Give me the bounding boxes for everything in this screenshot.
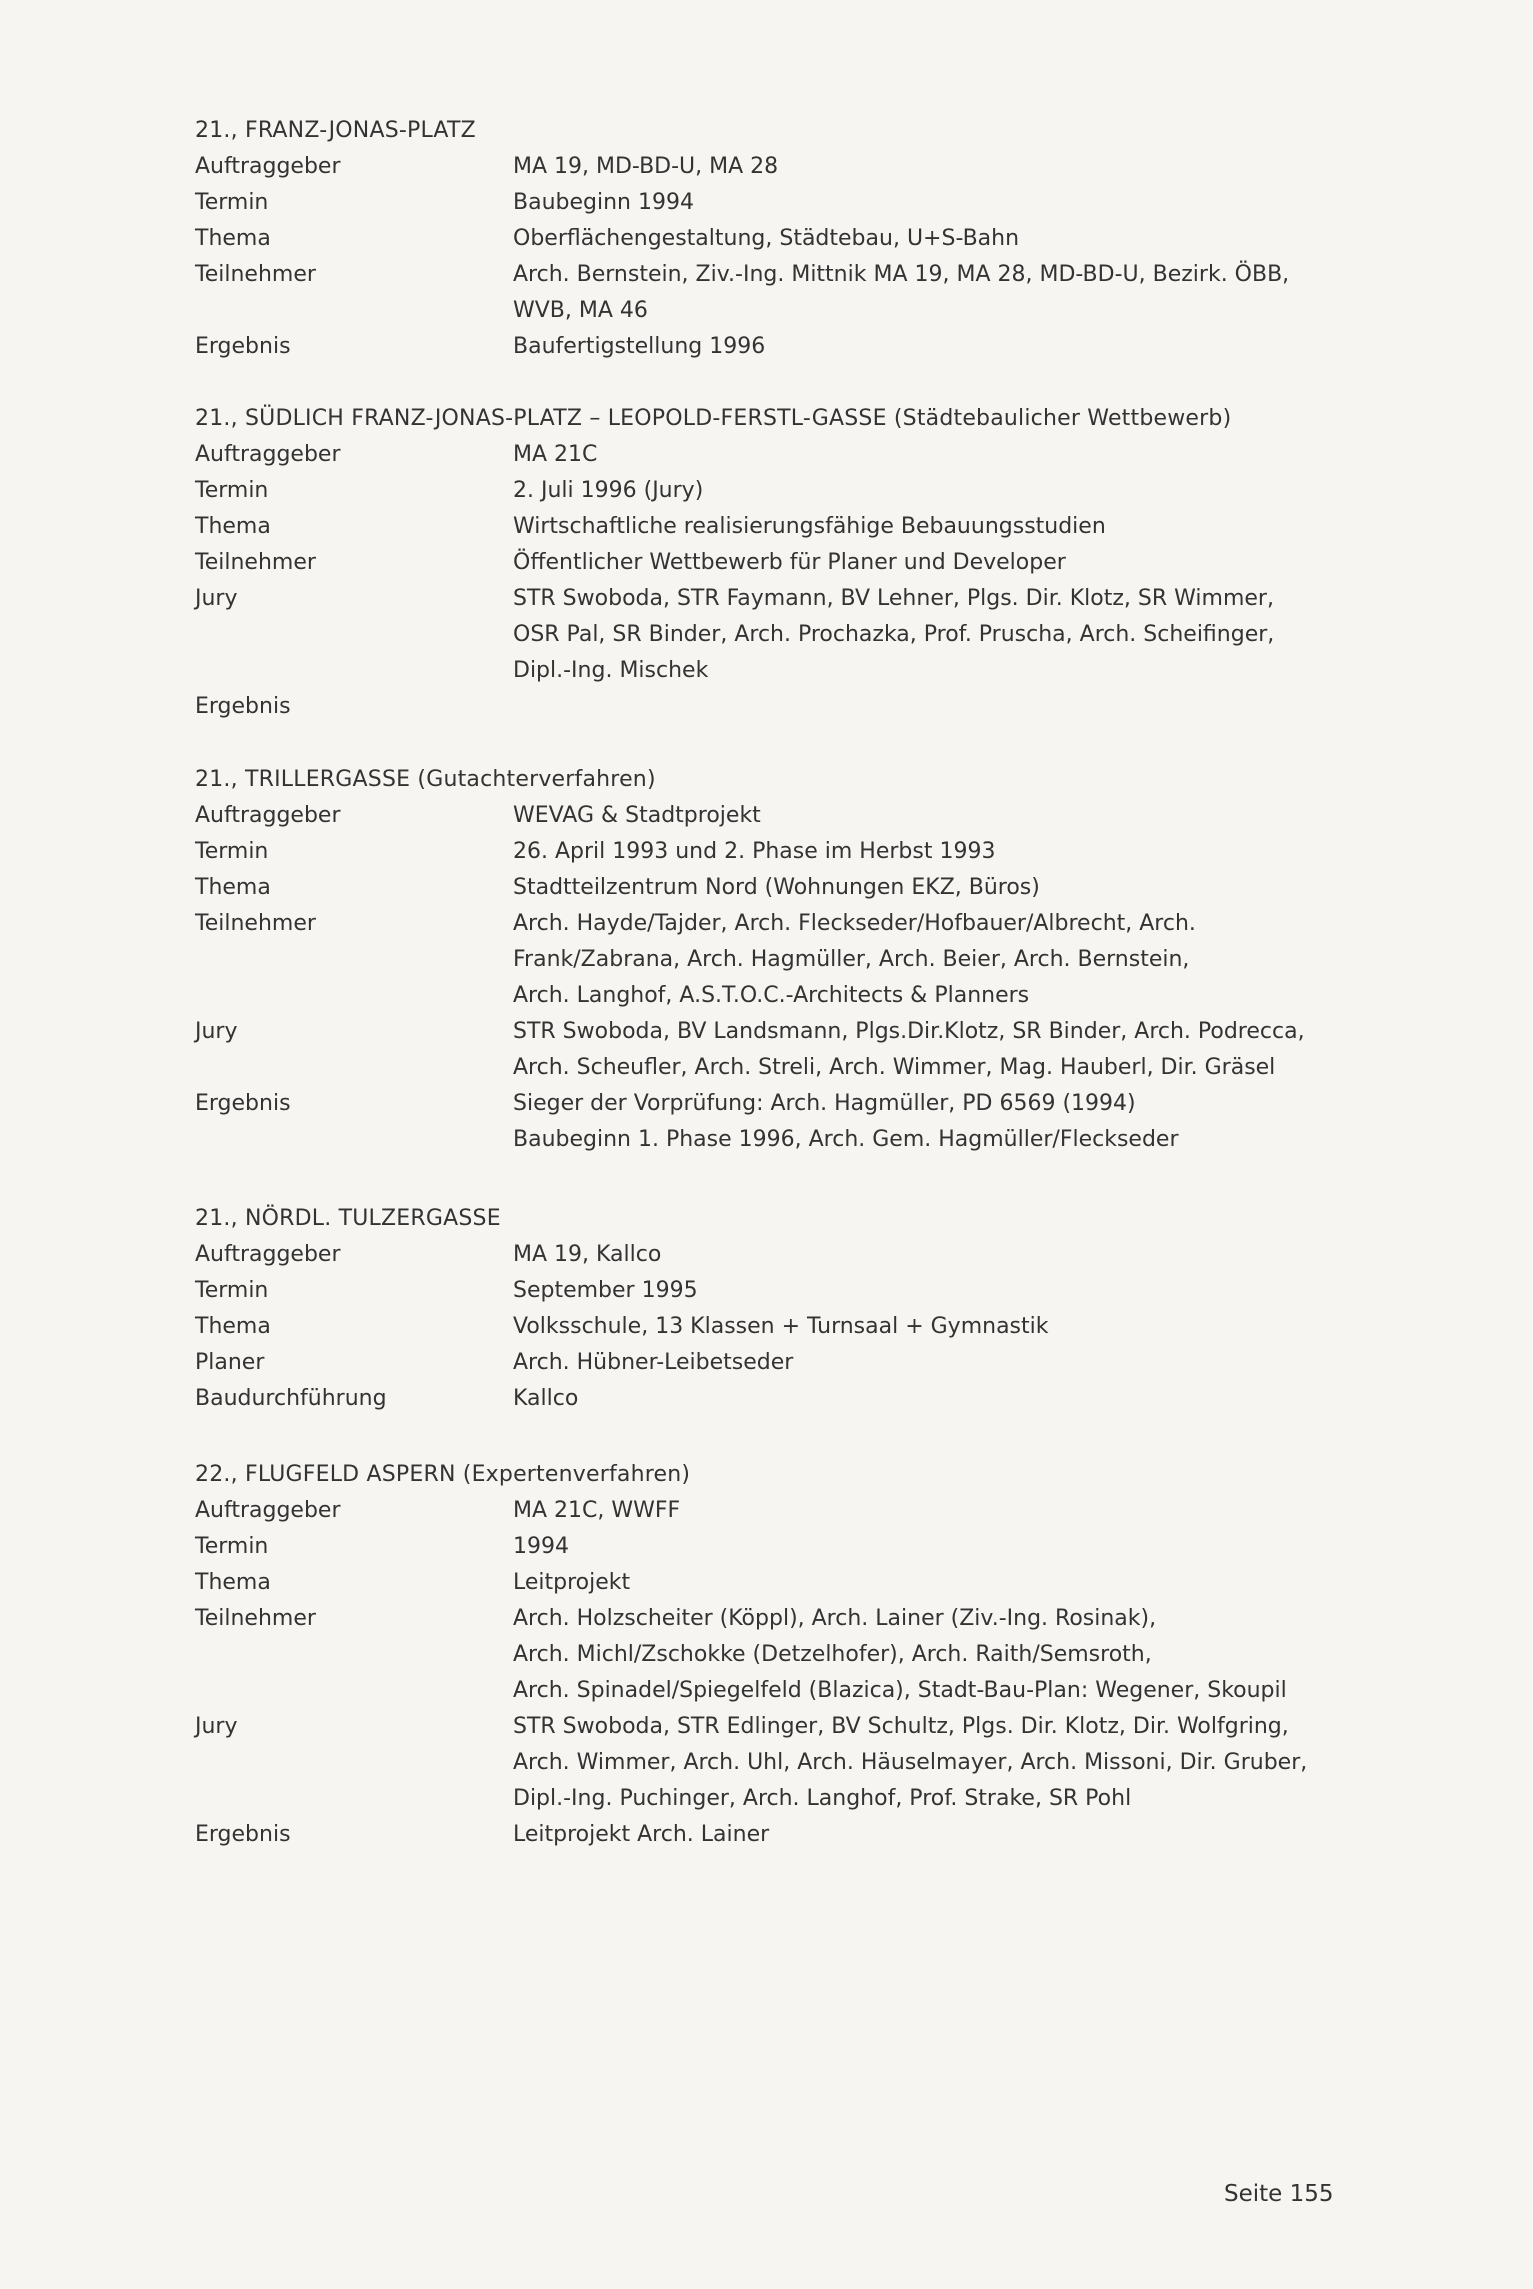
- section-title: 21., SÜDLICH FRANZ-JONAS-PLATZ – LEOPOLD-FERSTL-GASSE (Städtebaulicher Wettbewerb): [195, 406, 1232, 431]
- entry-value: [513, 509, 1335, 545]
- section-flugfeld-aspern: [195, 1457, 1335, 1853]
- entry-row: [195, 1086, 1335, 1158]
- entry-row: [195, 545, 1335, 581]
- section-noerdl-tulzergasse: [195, 1201, 1335, 1417]
- entry-row: [195, 581, 1335, 689]
- entry-value: [513, 906, 1335, 1014]
- entry-value: [513, 1345, 1335, 1381]
- entry-value: [513, 1493, 1335, 1529]
- entry-row: [195, 1345, 1335, 1381]
- entry-value-line: 1994: [513, 1534, 569, 1559]
- entry-row: [195, 798, 1335, 834]
- entry-value-line: STR Swoboda, STR Edlinger, BV Schultz, Plgs. Dir. Klotz, Dir. Wolfgring,: [513, 1714, 1289, 1739]
- entry-label: Thema: [195, 226, 271, 251]
- entry-label: Jury: [195, 586, 238, 611]
- entry-value: [513, 437, 1335, 473]
- entry-row: [195, 1529, 1335, 1565]
- entry-value: [513, 1086, 1335, 1158]
- entry-label: Termin: [195, 190, 269, 215]
- entry-value-line: WVB, MA 46: [513, 298, 648, 323]
- section-title: 21., NÖRDL. TULZERGASSE: [195, 1206, 501, 1231]
- entry-value: [513, 1309, 1335, 1345]
- entry-value-line: MA 21C: [513, 442, 598, 467]
- entry-value-line: 2. Juli 1996 (Jury): [513, 478, 704, 503]
- entry-value: [513, 185, 1335, 221]
- entry-value: [513, 1601, 1335, 1709]
- entry-label: Jury: [195, 1714, 238, 1739]
- entry-row: [195, 834, 1335, 870]
- entry-label: Teilnehmer: [195, 1606, 316, 1631]
- entry-value: [513, 1565, 1335, 1601]
- entry-value-line: MA 19, MD-BD-U, MA 28: [513, 154, 779, 179]
- entry-value-line: Baubeginn 1994: [513, 190, 694, 215]
- section-title: 22., FLUGFELD ASPERN (Expertenverfahren): [195, 1462, 691, 1487]
- entry-row: [195, 1493, 1335, 1529]
- entry-value: [513, 149, 1335, 185]
- section-franz-jonas-platz: [195, 113, 1335, 365]
- entry-value-line: Arch. Michl/Zschokke (Detzelhofer), Arch. Raith/Semsroth,: [513, 1642, 1152, 1667]
- section-title: 21., FRANZ-JONAS-PLATZ: [195, 118, 476, 143]
- entry-label: Thema: [195, 1314, 271, 1339]
- entry-value-line: Arch. Scheufler, Arch. Streli, Arch. Wimmer, Mag. Hauberl, Dir. Gräsel: [513, 1055, 1276, 1080]
- entry-value-line: Arch. Bernstein, Ziv.-Ing. Mittnik MA 19, MA 28, MD-BD-U, Bezirk. ÖBB,: [513, 262, 1290, 287]
- entry-label: Auftraggeber: [195, 1498, 341, 1523]
- entry-label: Thema: [195, 1570, 271, 1595]
- entry-value-line: MA 19, Kallco: [513, 1242, 662, 1267]
- entry-value-line: STR Swoboda, BV Landsmann, Plgs.Dir.Klotz, SR Binder, Arch. Podrecca,: [513, 1019, 1305, 1044]
- entry-value: [513, 1709, 1335, 1817]
- entry-value: [513, 257, 1335, 329]
- entry-label: Teilnehmer: [195, 262, 316, 287]
- entry-row: [195, 1817, 1335, 1853]
- entry-row: [195, 1601, 1335, 1709]
- entry-value-line: Leitprojekt Arch. Lainer: [513, 1822, 770, 1847]
- entry-value: [513, 221, 1335, 257]
- entry-value-line: Arch. Hübner-Leibetseder: [513, 1350, 794, 1375]
- entry-value-line: Volksschule, 13 Klassen + Turnsaal + Gymnastik: [513, 1314, 1049, 1339]
- entry-value-line: [513, 689, 1335, 725]
- entry-row: [195, 437, 1335, 473]
- entry-value: [513, 1237, 1335, 1273]
- entry-value: [513, 545, 1335, 581]
- entry-label: Termin: [195, 1534, 269, 1559]
- entry-label: Termin: [195, 478, 269, 503]
- entry-value: [513, 798, 1335, 834]
- entry-row: [195, 1709, 1335, 1817]
- entry-row: [195, 185, 1335, 221]
- entry-value-line: Wirtschaftliche realisierungsfähige Bebauungsstudien: [513, 514, 1106, 539]
- entry-value-line: Arch. Wimmer, Arch. Uhl, Arch. Häuselmayer, Arch. Missoni, Dir. Gruber,: [513, 1750, 1308, 1775]
- section-title: 21., TRILLERGASSE (Gutachterverfahren): [195, 767, 656, 792]
- entry-value-line: Öffentlicher Wettbewerb für Planer und Developer: [513, 550, 1066, 575]
- entry-label: Thema: [195, 875, 271, 900]
- section-suedlich-franz-jonas-platz: [195, 401, 1335, 725]
- entry-value: [513, 1529, 1335, 1565]
- entry-label: Auftraggeber: [195, 442, 341, 467]
- entry-value: [513, 1014, 1335, 1086]
- entry-label: Termin: [195, 839, 269, 864]
- entry-value: [513, 689, 1335, 725]
- entry-label: Planer: [195, 1350, 265, 1375]
- entry-value: [513, 329, 1335, 365]
- entry-value: [513, 834, 1335, 870]
- entry-value-line: Kallco: [513, 1386, 579, 1411]
- entry-label: Ergebnis: [195, 334, 291, 359]
- entry-value-line: Leitprojekt: [513, 1570, 631, 1595]
- entry-value-line: WEVAG & Stadtprojekt: [513, 803, 761, 828]
- entry-value-line: Sieger der Vorprüfung: Arch. Hagmüller, PD 6569 (1994): [513, 1091, 1136, 1116]
- entry-label: Auftraggeber: [195, 1242, 341, 1267]
- entry-value-line: Dipl.-Ing. Puchinger, Arch. Langhof, Prof. Strake, SR Pohl: [513, 1786, 1132, 1811]
- entry-row: [195, 1273, 1335, 1309]
- entry-value-line: Oberflächengestaltung, Städtebau, U+S-Bahn: [513, 226, 1020, 251]
- entry-value-line: Arch. Spinadel/Spiegelfeld (Blazica), Stadt-Bau-Plan: Wegener, Skoupil: [513, 1678, 1287, 1703]
- entry-label: Teilnehmer: [195, 911, 316, 936]
- entry-row: [195, 329, 1335, 365]
- entry-label: Auftraggeber: [195, 154, 341, 179]
- entry-row: [195, 1309, 1335, 1345]
- entry-label: Jury: [195, 1019, 238, 1044]
- entry-row: [195, 1381, 1335, 1417]
- entry-label: Ergebnis: [195, 694, 291, 719]
- entry-row: [195, 906, 1335, 1014]
- entry-row: [195, 257, 1335, 329]
- entry-value-line: Baubeginn 1. Phase 1996, Arch. Gem. Hagmüller/Fleckseder: [513, 1127, 1179, 1152]
- entry-row: [195, 689, 1335, 725]
- entry-row: [195, 149, 1335, 185]
- entry-value-line: September 1995: [513, 1278, 698, 1303]
- entry-row: [195, 1565, 1335, 1601]
- entry-label: Baudurchführung: [195, 1386, 387, 1411]
- entry-label: Thema: [195, 514, 271, 539]
- entry-value-line: Stadtteilzentrum Nord (Wohnungen EKZ, Büros): [513, 875, 1040, 900]
- entry-value: [513, 581, 1335, 689]
- entry-row: [195, 1014, 1335, 1086]
- section-trillergasse: [195, 762, 1335, 1158]
- entry-value: [513, 1817, 1335, 1853]
- entry-row: [195, 221, 1335, 257]
- entry-label: Auftraggeber: [195, 803, 341, 828]
- entry-value-line: OSR Pal, SR Binder, Arch. Prochazka, Prof. Pruscha, Arch. Scheifinger,: [513, 622, 1275, 647]
- entry-label: Ergebnis: [195, 1822, 291, 1847]
- page-number: Seite 155: [1224, 2181, 1334, 2207]
- entry-row: [195, 870, 1335, 906]
- entry-value-line: Baufertigstellung 1996: [513, 334, 766, 359]
- entry-label: Ergebnis: [195, 1091, 291, 1116]
- entry-value-line: Arch. Hayde/Tajder, Arch. Fleckseder/Hofbauer/Albrecht, Arch.: [513, 911, 1196, 936]
- entry-row: [195, 473, 1335, 509]
- entry-row: [195, 1237, 1335, 1273]
- entry-value: [513, 1381, 1335, 1417]
- entry-value-line: MA 21C, WWFF: [513, 1498, 681, 1523]
- entry-label: Termin: [195, 1278, 269, 1303]
- entry-value-line: STR Swoboda, STR Faymann, BV Lehner, Plgs. Dir. Klotz, SR Wimmer,: [513, 586, 1274, 611]
- entry-value-line: Arch. Holzscheiter (Köppl), Arch. Lainer (Ziv.-Ing. Rosinak),: [513, 1606, 1157, 1631]
- entry-value: [513, 473, 1335, 509]
- entry-value-line: Arch. Langhof, A.S.T.O.C.-Architects & Planners: [513, 983, 1030, 1008]
- entry-label: Teilnehmer: [195, 550, 316, 575]
- entry-value-line: Frank/Zabrana, Arch. Hagmüller, Arch. Beier, Arch. Bernstein,: [513, 947, 1190, 972]
- entry-value: [513, 1273, 1335, 1309]
- entry-value-line: Dipl.-Ing. Mischek: [513, 658, 709, 683]
- entry-value-line: 26. April 1993 und 2. Phase im Herbst 1993: [513, 839, 996, 864]
- entry-row: [195, 509, 1335, 545]
- entry-value: [513, 870, 1335, 906]
